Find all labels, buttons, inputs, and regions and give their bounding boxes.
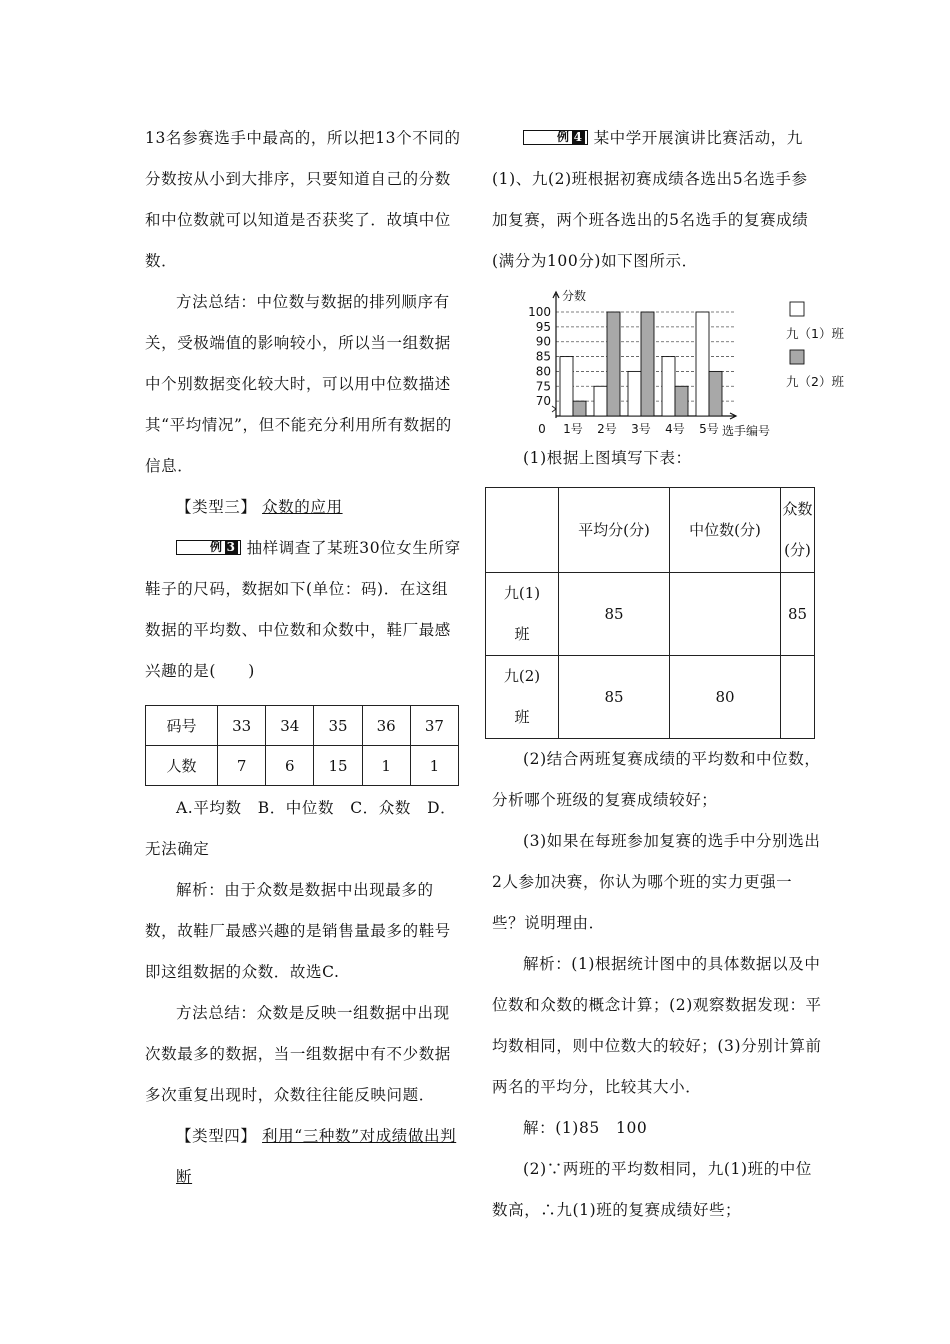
bar-1-4 — [662, 357, 675, 416]
table-cell — [486, 488, 559, 573]
example-3 — [145, 528, 463, 692]
table-cell: 九(1)班 — [486, 573, 559, 656]
legend-swatch — [790, 302, 804, 316]
bar-2-1 — [573, 401, 586, 416]
table-row — [486, 488, 815, 573]
table-cell: 36 — [362, 706, 410, 746]
table-cell: 37 — [410, 706, 458, 746]
y-tick-label: 75 — [535, 379, 551, 394]
method-summary-2: 方法总结：中位数与数据的排列顺序有关，受极端值的影响较小，所以当一组数据中个别数据变化较大时，可以用中位数描述其“平均情况”，但不能充分利用所有数据的信息． — [145, 293, 452, 475]
y-axis-label: 分数 — [562, 289, 587, 303]
y-tick-label: 85 — [535, 349, 551, 364]
y-tick-label: 95 — [535, 319, 551, 334]
type-3-title: 众数的应用 — [262, 498, 343, 516]
type-4-heading — [145, 1116, 463, 1198]
legend-swatch — [790, 350, 804, 364]
example-4-badge — [523, 130, 588, 145]
table-cell: 85 — [559, 573, 670, 656]
table-cell: 平均分(分) — [559, 488, 670, 573]
example-3-badge — [176, 540, 241, 555]
table-cell: 九(2)班 — [486, 656, 559, 739]
type-4-label: 【类型四】 — [176, 1127, 257, 1145]
table-cell: 7 — [218, 746, 266, 786]
x-tick-label: 5号 — [699, 422, 719, 436]
y-tick-label: 100 — [528, 305, 551, 319]
legend-label: 九（2）班 — [786, 374, 844, 389]
y-tick-label: 80 — [535, 364, 551, 379]
table-cell: 码号 — [146, 706, 218, 746]
question-1: (1)根据上图填写下表： — [523, 449, 692, 467]
left-column — [145, 118, 463, 1198]
table-cell — [670, 573, 781, 656]
table-cell: 6 — [266, 746, 314, 786]
bar-2-3 — [641, 312, 654, 416]
solution-2: (2)∵两班的平均数相同，九(1)班的中位数高，∴九(1)班的复赛成绩好些； — [492, 1160, 813, 1219]
score-bar-chart — [492, 288, 844, 438]
table-cell: 中位数(分) — [670, 488, 781, 573]
table-cell: 1 — [410, 746, 458, 786]
question-3: (3)如果在每班参加复赛的选手中分别选出2人参加决赛，你认为哪个班的实力更强一些？说明理由． — [492, 832, 821, 932]
table-cell: 人数 — [146, 746, 218, 786]
table-cell: 15 — [314, 746, 362, 786]
legend-label: 九（1）班 — [786, 326, 844, 341]
table-cell: 85 — [559, 656, 670, 739]
bar-2-5 — [709, 371, 722, 416]
bar-1-5 — [696, 312, 709, 416]
x-tick-label: 4号 — [665, 422, 685, 436]
example-3-tag: 例 — [210, 540, 223, 554]
bar-1-2 — [594, 386, 607, 416]
table-cell — [781, 656, 815, 739]
example-4-text: 某中学开展演讲比赛活动，九(1)、九(2)班根据初赛成绩各选出5名选手参加复赛，两个班各选出的5名选手的复赛成绩(满分为100分)如下图所示． — [492, 129, 809, 270]
origin-label: 0 — [538, 422, 546, 436]
type-3-heading — [145, 487, 463, 528]
bar-2-4 — [675, 386, 688, 416]
bar-1-3 — [628, 371, 641, 416]
table-row — [486, 573, 815, 656]
table-cell: 80 — [670, 656, 781, 739]
right-column — [492, 118, 844, 1231]
bar-1-1 — [560, 357, 573, 416]
table-cell: 35 — [314, 706, 362, 746]
table-cell: 33 — [218, 706, 266, 746]
type-4-title: 利用“三种数”对成绩做出判断 — [176, 1127, 457, 1186]
x-tick-label: 1号 — [563, 422, 583, 436]
table-cell: 34 — [266, 706, 314, 746]
question-2: (2)结合两班复赛成绩的平均数和中位数，分析哪个班级的复赛成绩较好； — [492, 750, 821, 809]
example-3-text: 抽样调查了某班30位女生所穿鞋子的尺码，数据如下(单位：码)．在这组数据的平均数、中位数和众数中，鞋厂最感兴趣的是( ) — [145, 539, 461, 680]
x-axis-label: 选手编号 — [722, 424, 771, 438]
example-3-number: 3 — [226, 540, 236, 554]
table-cell: 85 — [781, 573, 815, 656]
table-cell: 众数(分) — [781, 488, 815, 573]
shoe-size-table — [145, 705, 459, 786]
type-3-label: 【类型三】 — [176, 498, 257, 516]
table-row — [146, 706, 459, 746]
solution-1: 解：(1)85 100 — [523, 1119, 648, 1137]
example-4-number: 4 — [573, 130, 583, 144]
table-row — [486, 656, 815, 739]
x-tick-label: 3号 — [631, 422, 651, 436]
y-tick-label: 90 — [535, 334, 551, 349]
x-tick-label: 2号 — [597, 422, 617, 436]
answer-options: A.平均数 B．中位数 C．众数 D．无法确定 — [145, 799, 457, 858]
analysis-4: 解析：(1)根据统计图中的具体数据以及中位数和众数的概念计算；(2)观察数据发现：平均数相同，则中位数大的较好；(3)分别计算前两名的平均分，比较其大小． — [492, 955, 822, 1096]
score-summary-table — [485, 487, 815, 739]
table-cell: 1 — [362, 746, 410, 786]
table-row — [146, 746, 459, 786]
method-summary-3: 方法总结：众数是反映一组数据中出现次数最多的数据，当一组数据中有不少数据多次重复出现时，众数往往能反映问题． — [145, 1004, 451, 1104]
example-4 — [492, 118, 822, 282]
bar-2-2 — [607, 312, 620, 416]
example-4-tag: 例 — [557, 130, 570, 144]
paragraph-continuation: 13名参赛选手中最高的，所以把13个不同的分数按从小到大排序，只要知道自己的分数和中位数就可以知道是否获奖了．故填中位数． — [145, 129, 461, 270]
y-tick-label: 70 — [535, 394, 551, 409]
analysis-3: 解析：由于众数是数据中出现最多的数，故鞋厂最感兴趣的是销售量最多的鞋号即这组数据的众数．故选C. — [145, 881, 451, 981]
